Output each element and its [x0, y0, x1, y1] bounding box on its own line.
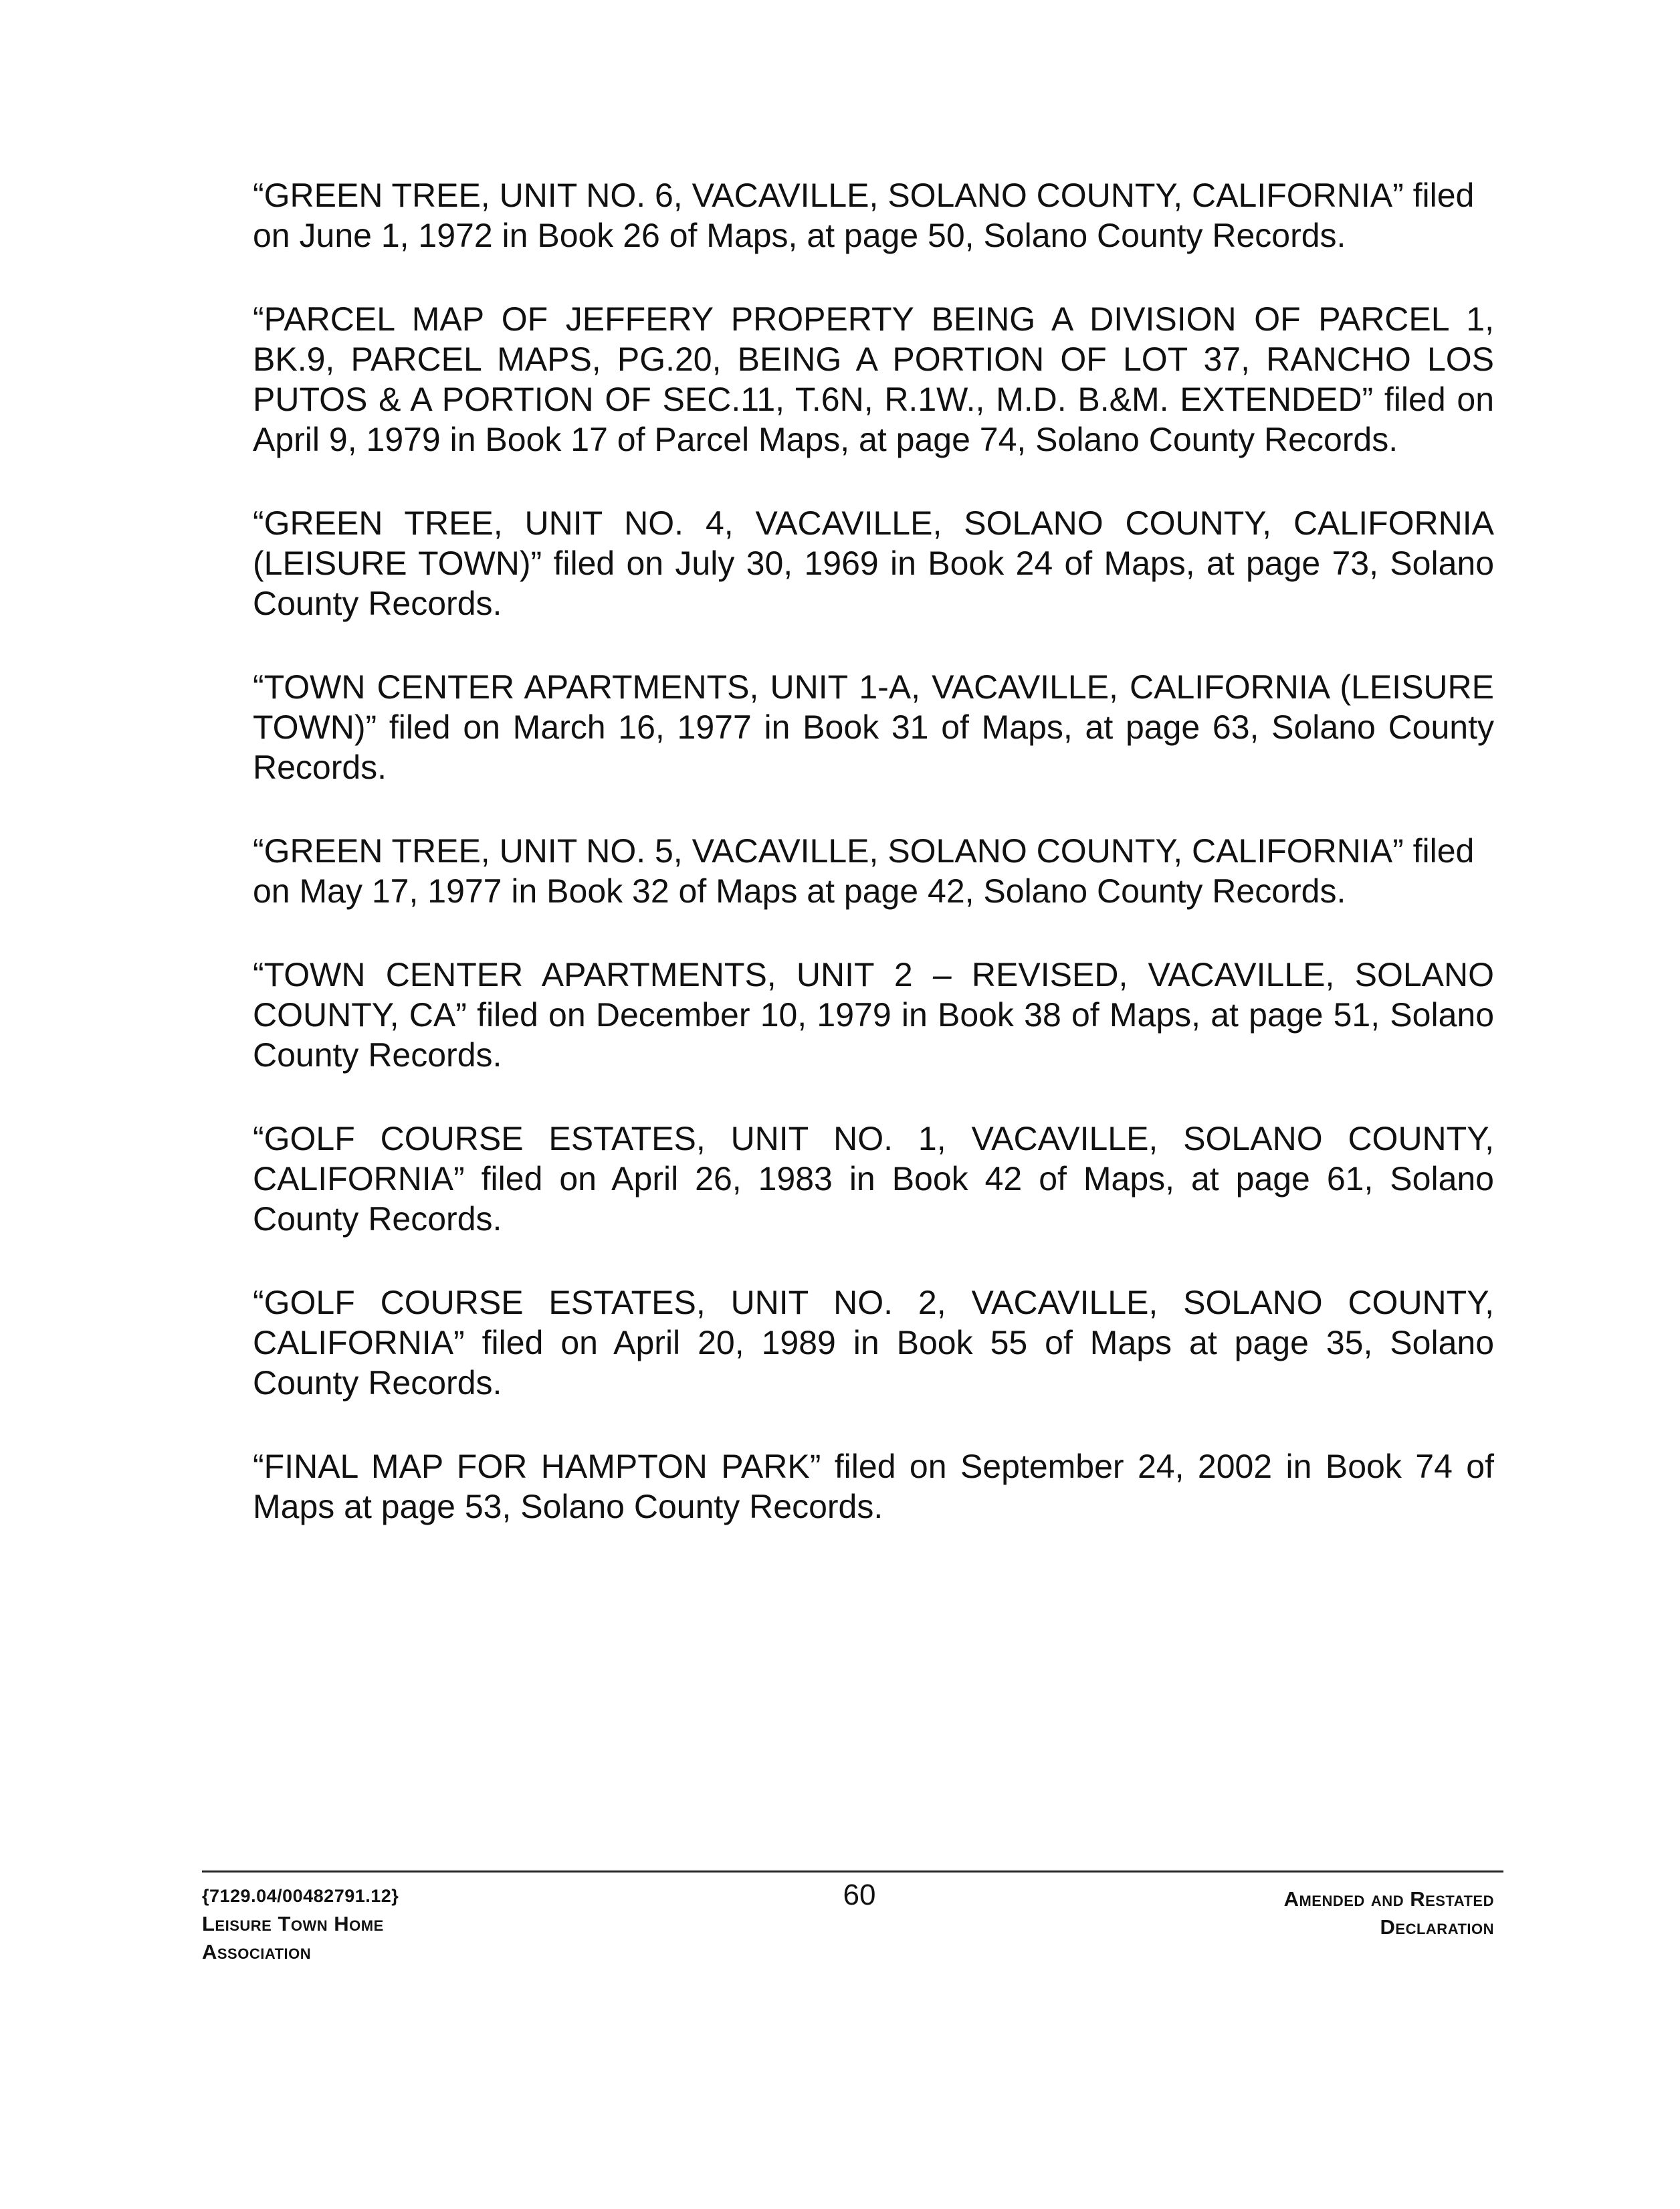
- footer-doc-code: {7129.04/00482791.12}: [202, 1886, 399, 1906]
- footer-association-line2: Association: [202, 1940, 312, 1963]
- footer-right-block: [1097, 1885, 1494, 1941]
- record-paragraph-3: “GREEN TREE, UNIT NO. 4, VACAVILLE, SOLANO COUNTY, CALIFORNIA (LEISURE TOWN)” filed on July 30, 1969 in Book 24 of Maps, at page 73, Solano County Records.: [253, 504, 1494, 622]
- footer-association-line1: Leisure Town Home: [202, 1912, 384, 1935]
- footer-declaration-line1: Amended and Restated: [1283, 1887, 1494, 1911]
- footer-left-block: [202, 1882, 399, 1966]
- page-number: 60: [843, 1879, 876, 1911]
- record-paragraph-8: “GOLF COURSE ESTATES, UNIT NO. 2, VACAVILLE, SOLANO COUNTY, CALIFORNIA” filed on April 20, 1989 in Book 55 of Maps at page 35, Solano County Records.: [253, 1284, 1494, 1402]
- footer-declaration-line2: Declaration: [1380, 1915, 1494, 1939]
- record-paragraph-1: “GREEN TREE, UNIT NO. 6, VACAVILLE, SOLANO COUNTY, CALIFORNIA” filed on June 1, 1972 in Book 26 of Maps, at page 50, Solano County Records.: [253, 177, 1475, 254]
- record-paragraph-6: “TOWN CENTER APARTMENTS, UNIT 2 – REVISED, VACAVILLE, SOLANO COUNTY, CA” filed on December 10, 1979 in Book 38 of Maps, at page 51, Solano County Records.: [253, 956, 1494, 1074]
- record-paragraph-4: “TOWN CENTER APARTMENTS, UNIT 1-A, VACAVILLE, CALIFORNIA (LEISURE TOWN)” filed on March 16, 1977 in Book 31 of Maps, at page 63, Solano County Records.: [253, 668, 1494, 786]
- record-paragraph-2: “PARCEL MAP OF JEFFERY PROPERTY BEING A DIVISION OF PARCEL 1, BK.9, PARCEL MAPS, PG.20, BEING A PORTION OF LOT 37, RANCHO LOS PUTOS & A PORTION OF SEC.11, T.6N, R.1W., M.D. B.&M. EXTENDED” filed on April 9, 1979 in Book 17 of Parcel Maps, at page 74, Solano County Records.: [253, 300, 1494, 458]
- record-paragraph-5: “GREEN TREE, UNIT NO. 5, VACAVILLE, SOLANO COUNTY, CALIFORNIA” filed on May 17, 1977 in Book 32 of Maps at page 42, Solano County Records.: [253, 832, 1475, 910]
- record-paragraph-9: “FINAL MAP FOR HAMPTON PARK” filed on September 24, 2002 in Book 74 of Maps at page 53, Solano County Records.: [253, 1448, 1494, 1525]
- footer-divider: [202, 1870, 1503, 1872]
- record-paragraph-7: “GOLF COURSE ESTATES, UNIT NO. 1, VACAVILLE, SOLANO COUNTY, CALIFORNIA” filed on April 26, 1983 in Book 42 of Maps, at page 61, Solano County Records.: [253, 1120, 1494, 1238]
- document-body: [253, 175, 1494, 1570]
